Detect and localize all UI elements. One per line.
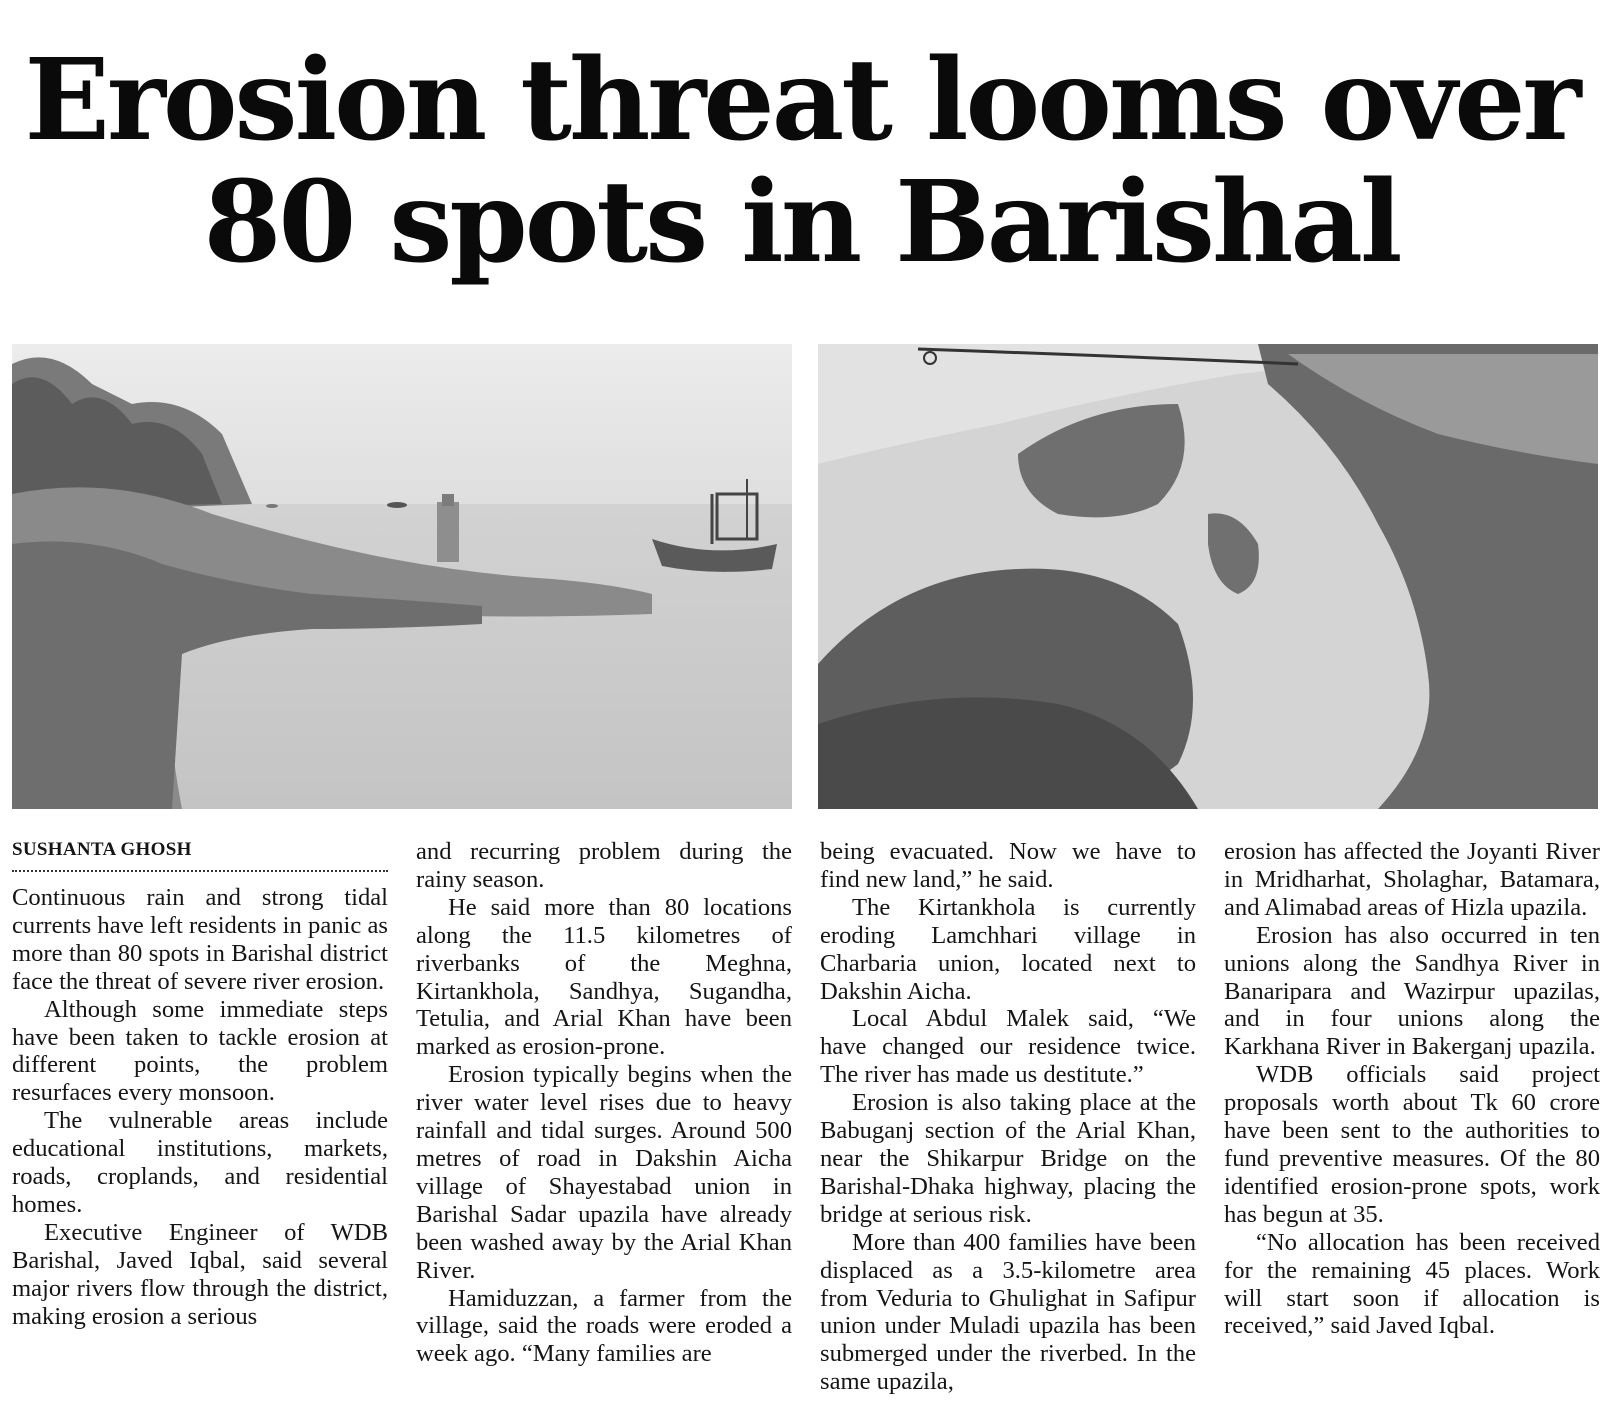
headline-line-1: Erosion threat looms over [24, 35, 1579, 166]
paragraph: Erosion is also taking place at the Babuganj section of the Arial Khan, near the Shikarpur Bridge on the Barishal-Dhaka highway, placing the bridge at serious risk. [820, 1089, 1196, 1228]
headline [0, 35, 1603, 288]
paragraph: He said more than 80 locations along the 11.5 kilometres of riverbanks of the Meghna, Kirtankhola, Sandhya, Sugandha, Tetulia, and Arial Khan have been marked as erosion-prone. [416, 893, 792, 1061]
photo-eroded-embankment [818, 344, 1598, 809]
paragraph: “No allocation has been received for the remaining 45 places. Work will start soon if allocation is received,” said Javed Iqbal. [1224, 1228, 1600, 1340]
paragraph: Erosion has also occurred in ten unions along the Sandhya River in Banaripara and Wazirpur upazilas, and in four unions along the Karkhana River in Bakerganj upazila. [1224, 921, 1600, 1061]
paragraph: More than 400 families have been displaced as a 3.5-kilometre area from Veduria to Ghulighat in Safipur union under Muladi upazila has been submerged under the riverbed. In the same upazila, [820, 1228, 1196, 1396]
paragraph: Local Abdul Malek said, “We have changed our residence twice. The river has made us destitute.” [820, 1005, 1196, 1089]
byline: SUSHANTA GHOSH [12, 838, 388, 872]
photo-river-erosion-boat [12, 344, 792, 809]
photo-left-illustration [12, 344, 792, 809]
paragraph: Erosion typically begins when the river water level rises due to heavy rainfall and tidal surges. Around 500 metres of road in Dakshin Aicha village of Shayestabad union in Barishal Sadar upazila have already been washed away by the Arial Khan River. [416, 1061, 792, 1284]
article-column-2 [416, 838, 792, 1368]
article-column-1 [12, 838, 388, 1331]
paragraph: The Kirtankhola is currently eroding Lamchhari village in Charbaria union, located next to Dakshin Aicha. [820, 893, 1196, 1005]
paragraph: WDB officials said project proposals worth about Tk 60 crore have been sent to the authorities to fund preventive measures. Of the 80 identified erosion-prone spots, work has begun at 35. [1224, 1061, 1600, 1228]
paragraph: The vulnerable areas include educational institutions, markets, roads, croplands, and residential homes. [12, 1107, 388, 1218]
paragraph: Continuous rain and strong tidal currents have left residents in panic as more than 80 spots in Barishal district face the threat of severe river erosion. [12, 884, 388, 995]
photo-right-illustration [818, 344, 1598, 809]
headline-line-2: 80 spots in Barishal [203, 157, 1400, 288]
paragraph: Executive Engineer of WDB Barishal, Javed Iqbal, said several major rivers flow through the district, making erosion a serious [12, 1218, 388, 1330]
paragraph: Hamiduzzan, a farmer from the village, said the roads were eroded a week ago. “Many families are [416, 1284, 792, 1368]
paragraph: and recurring problem during the rainy season. [416, 838, 792, 893]
paragraph: erosion has affected the Joyanti River in Mridharhat, Sholaghar, Batamara, and Alimabad areas of Hizla upazila. [1224, 838, 1600, 921]
paragraph: Although some immediate steps have been taken to tackle erosion at different points, the problem resurfaces every monsoon. [12, 995, 388, 1107]
paragraph: being evacuated. Now we have to find new land,” he said. [820, 838, 1196, 893]
article-column-4 [1224, 838, 1600, 1340]
article-column-3 [820, 838, 1196, 1396]
